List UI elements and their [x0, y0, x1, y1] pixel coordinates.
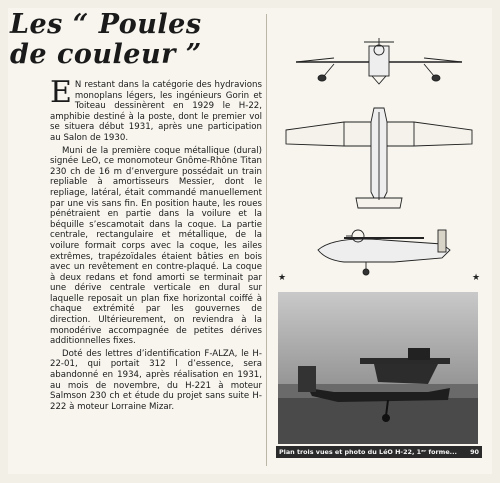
three-view-drawing	[274, 12, 484, 282]
figure-column	[274, 12, 484, 468]
star-left: ★	[278, 273, 287, 282]
side-view	[318, 230, 450, 275]
article-title: Les “ Poules de couleur ”	[10, 9, 202, 70]
drop-cap: E	[50, 75, 72, 110]
top-view	[286, 108, 472, 208]
front-view	[296, 38, 462, 84]
caption-text: Plan trois vues et photo du LéO H-22, 1ᵉʳ forme...	[279, 448, 457, 456]
paragraph-1	[50, 75, 262, 144]
paragraph-2: Muni de la première coque métallique (dural) signée LeO, ce monomoteur Gnôme-Rhône Titan 230 ch de 16 m d’envergure possédait un train repliable à amortisseurs Messier, dont le repliage, latéral, était commandé manuellement par une vis sans fin. En position haute, les roues pénétraient en partie dans la voilure et la béquille s’escamotait dans la coque. La partie centrale, rectangulaire et métallique, de la voilure formait corps avec la coque, les ailes extrêmes, trapézoïdales étaient bâties en bois avec un revêtement en contre-plaqué. La coque à deux redans et fond amorti se terminait par une dérive centrale verticale en dural sur laquelle reposait un plan fixe horizontal coiffé à chaque extrémité par les gouvernes de direction. Ultérieurement, on reviendra à la monodérive accompagnée de petites dérives additionnelles fixes.	[50, 145, 262, 347]
paragraph-3: Doté des lettres d’identification F-ALZA, le H-22-01, qui portait 312 l d’essence, sera abandonné en 1934, après réalisation en 1931, au mois de novembre, du H-221 à moteur Salmson 230 ch et étude du projet sans suite H-222 à moteur Lorraine Mizar.	[50, 348, 262, 412]
aircraft-photo	[278, 292, 478, 444]
page-number: 90	[470, 448, 479, 456]
star-right: ★	[472, 273, 481, 282]
figure-caption	[276, 446, 482, 458]
article-body	[50, 75, 262, 414]
paragraph-1-text: N restant dans la catégorie des hydravions monoplans légers, les ingénieurs Gorin et Toiteau dessinèrent en 1929 le H-22, amphibie destiné à la poste, dont le premier vol se situera début 1931, après une participation au Salon de 1930.	[50, 80, 262, 143]
column-divider	[266, 14, 267, 466]
magazine-page	[8, 8, 492, 474]
